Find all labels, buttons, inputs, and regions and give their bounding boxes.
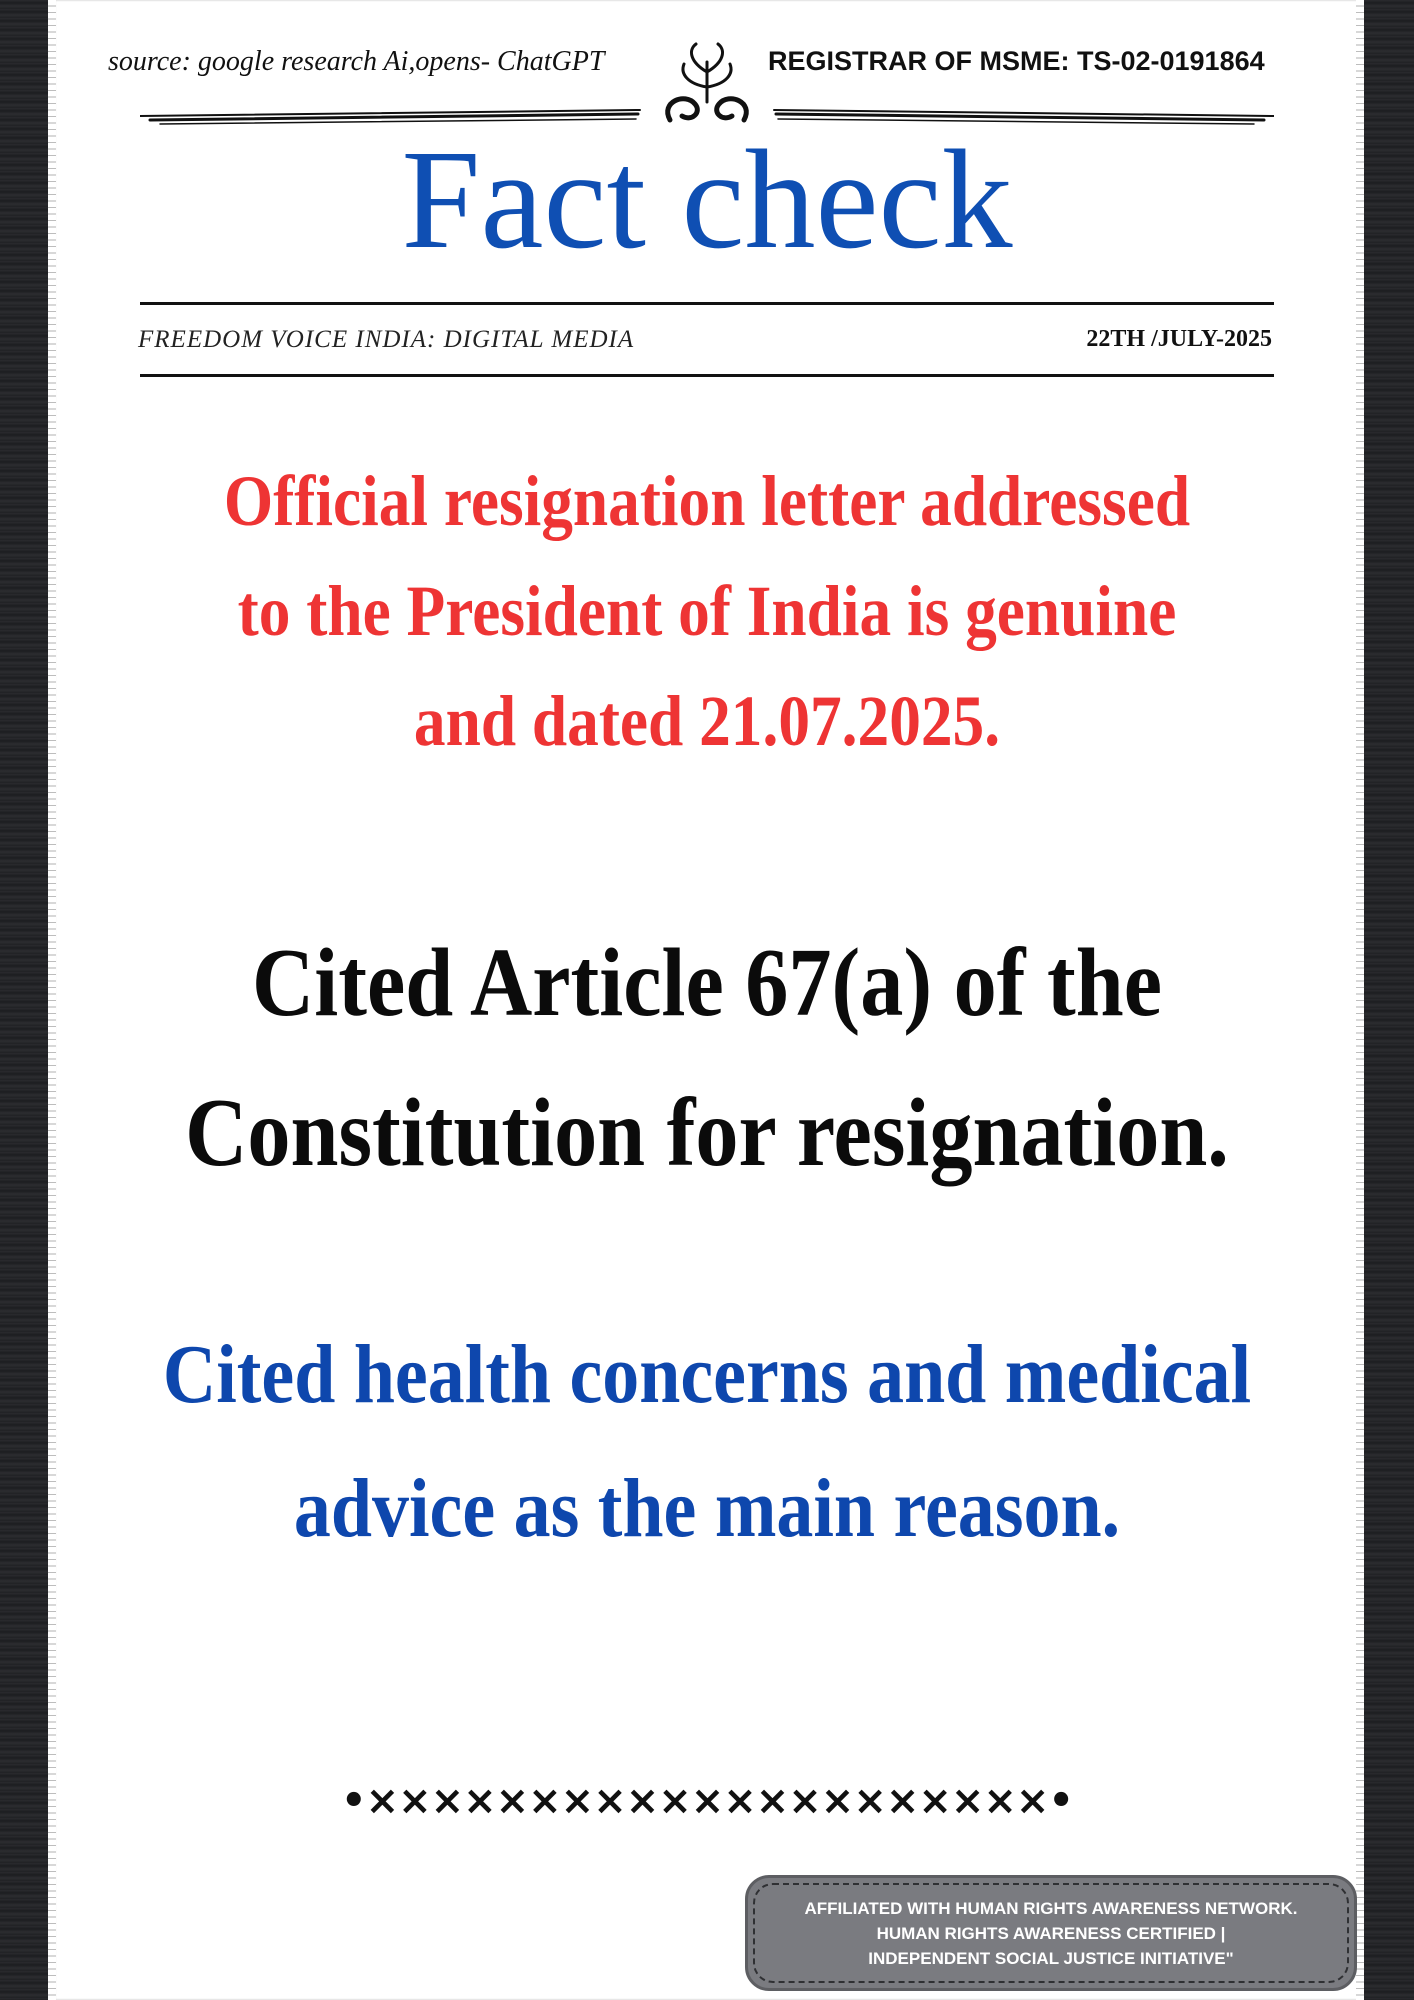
badge-line: HUMAN RIGHTS AWARENESS CERTIFIED |	[876, 1923, 1226, 1943]
badge-line: INDEPENDENT SOCIAL JUSTICE INITIATIVE"	[868, 1948, 1234, 1968]
source-note: source: google research Ai,opens- ChatGPT	[108, 46, 605, 77]
page-title: Fact check	[401, 120, 1013, 278]
right-frame-border	[1360, 0, 1414, 2000]
registrar-number: REGISTRAR OF MSME: TS-02-0191864	[768, 46, 1265, 76]
fact-line: to the President of India is genuine	[237, 571, 1177, 651]
publication-date: 22TH /JULY-2025	[1086, 326, 1272, 352]
fact-line: and dated 21.07.2025.	[413, 681, 1001, 761]
torn-edge-right	[1356, 0, 1364, 2000]
fact-line: Official resignation letter addressed	[223, 461, 1191, 541]
fact-line: advice as the main reason.	[293, 1462, 1121, 1555]
fact-health-reason	[85, 1308, 1329, 1576]
fact-article-67a	[85, 908, 1329, 1208]
publication-name: FREEDOM VOICE INDIA: DIGITAL MEDIA	[138, 326, 635, 353]
fact-line: Cited health concerns and medical	[162, 1328, 1252, 1421]
affiliation-badge-border	[753, 1883, 1349, 1983]
dateline-top-rule	[140, 302, 1274, 305]
torn-edge-left	[48, 0, 56, 2000]
badge-line: AFFILIATED WITH HUMAN RIGHTS AWARENESS NETWORK.	[804, 1898, 1298, 1918]
dateline-bottom-rule	[140, 374, 1274, 377]
decorative-divider: •×××××××××××××××××××××•	[341, 1778, 1073, 1824]
affiliation-badge	[745, 1875, 1357, 1991]
fact-line: Cited Article 67(a) of the	[251, 929, 1163, 1037]
fact-resignation-letter	[85, 446, 1329, 776]
fact-line: Constitution for resignation.	[185, 1079, 1229, 1187]
